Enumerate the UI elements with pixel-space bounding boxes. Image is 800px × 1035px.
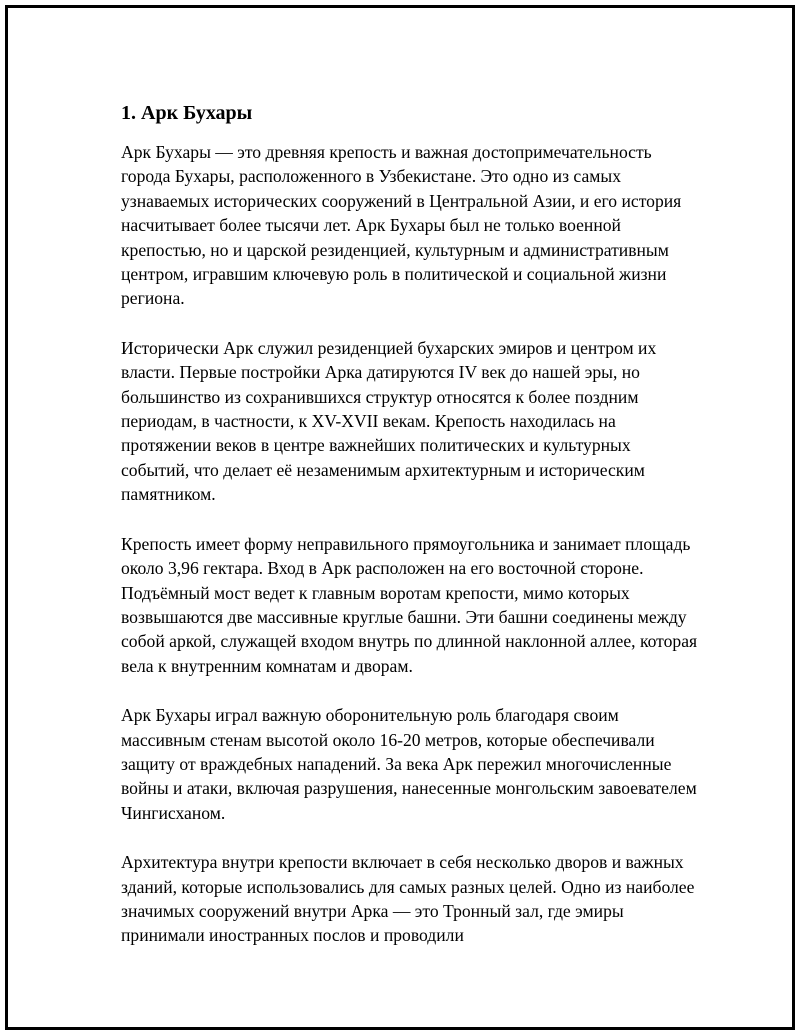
paragraph-layout: Крепость имеет форму неправильного прямоугольника и занимает площадь около 3,96 гектара. Вход в Арк расположен на его восточной стороне. Подъёмный мост ведет к главным воротам крепости, мимо которых возвышаются две массивные круглые башни. Эти башни соединены между собой аркой, служащей входом внутрь по длинной наклонной аллее, которая вела к внутренним комнатам и дворам. xyxy=(121,533,698,676)
page-frame xyxy=(5,5,795,1030)
paragraph-defense: Арк Бухары играл важную оборонительную роль благодаря своим массивным стенам высотой около 16-20 метров, которые обеспечивали защиту от враждебных нападений. За века Арк пережил многочисленные войны и атаки, включая разрушения, нанесенные монгольским завоевателем Чингисханом. xyxy=(121,705,697,823)
paragraph-intro: Арк Бухары — это древняя крепость и важная достопримечательность города Бухары, расположенного в Узбекистане. Это одно из самых узнаваемых исторических сооружений в Центральной Азии, и его история насчитывает более тысячи лет. Арк Бухары был не только военной крепостью, но и царской резиденцией, культурным и административным центром, игравшим ключевую роль в политической и социальной жизни региона. xyxy=(121,142,682,309)
document-body xyxy=(121,98,701,973)
section-heading: 1. Арк Бухары xyxy=(121,102,253,124)
paragraph-history: Исторически Арк служил резиденцией бухарских эмиров и центром их власти. Первые постройки Арка датируются IV век до нашей эры, но большинство из сохранившихся структур относятся к более поздним периодам, в частности, к XV-XVII векам. Крепость находилась на протяжении веков в центре важнейших политических и культурных событий, что делает её незаменимым архитектурным и историческим памятником. xyxy=(121,337,657,505)
paragraph-architecture: Архитектура внутри крепости включает в себя несколько дворов и важных зданий, которые использовались для самых разных целей. Одно из наиболее значимых сооружений внутри Арка — это Тронный зал, где эмиры принимали иностранных послов и проводили xyxy=(121,852,695,946)
